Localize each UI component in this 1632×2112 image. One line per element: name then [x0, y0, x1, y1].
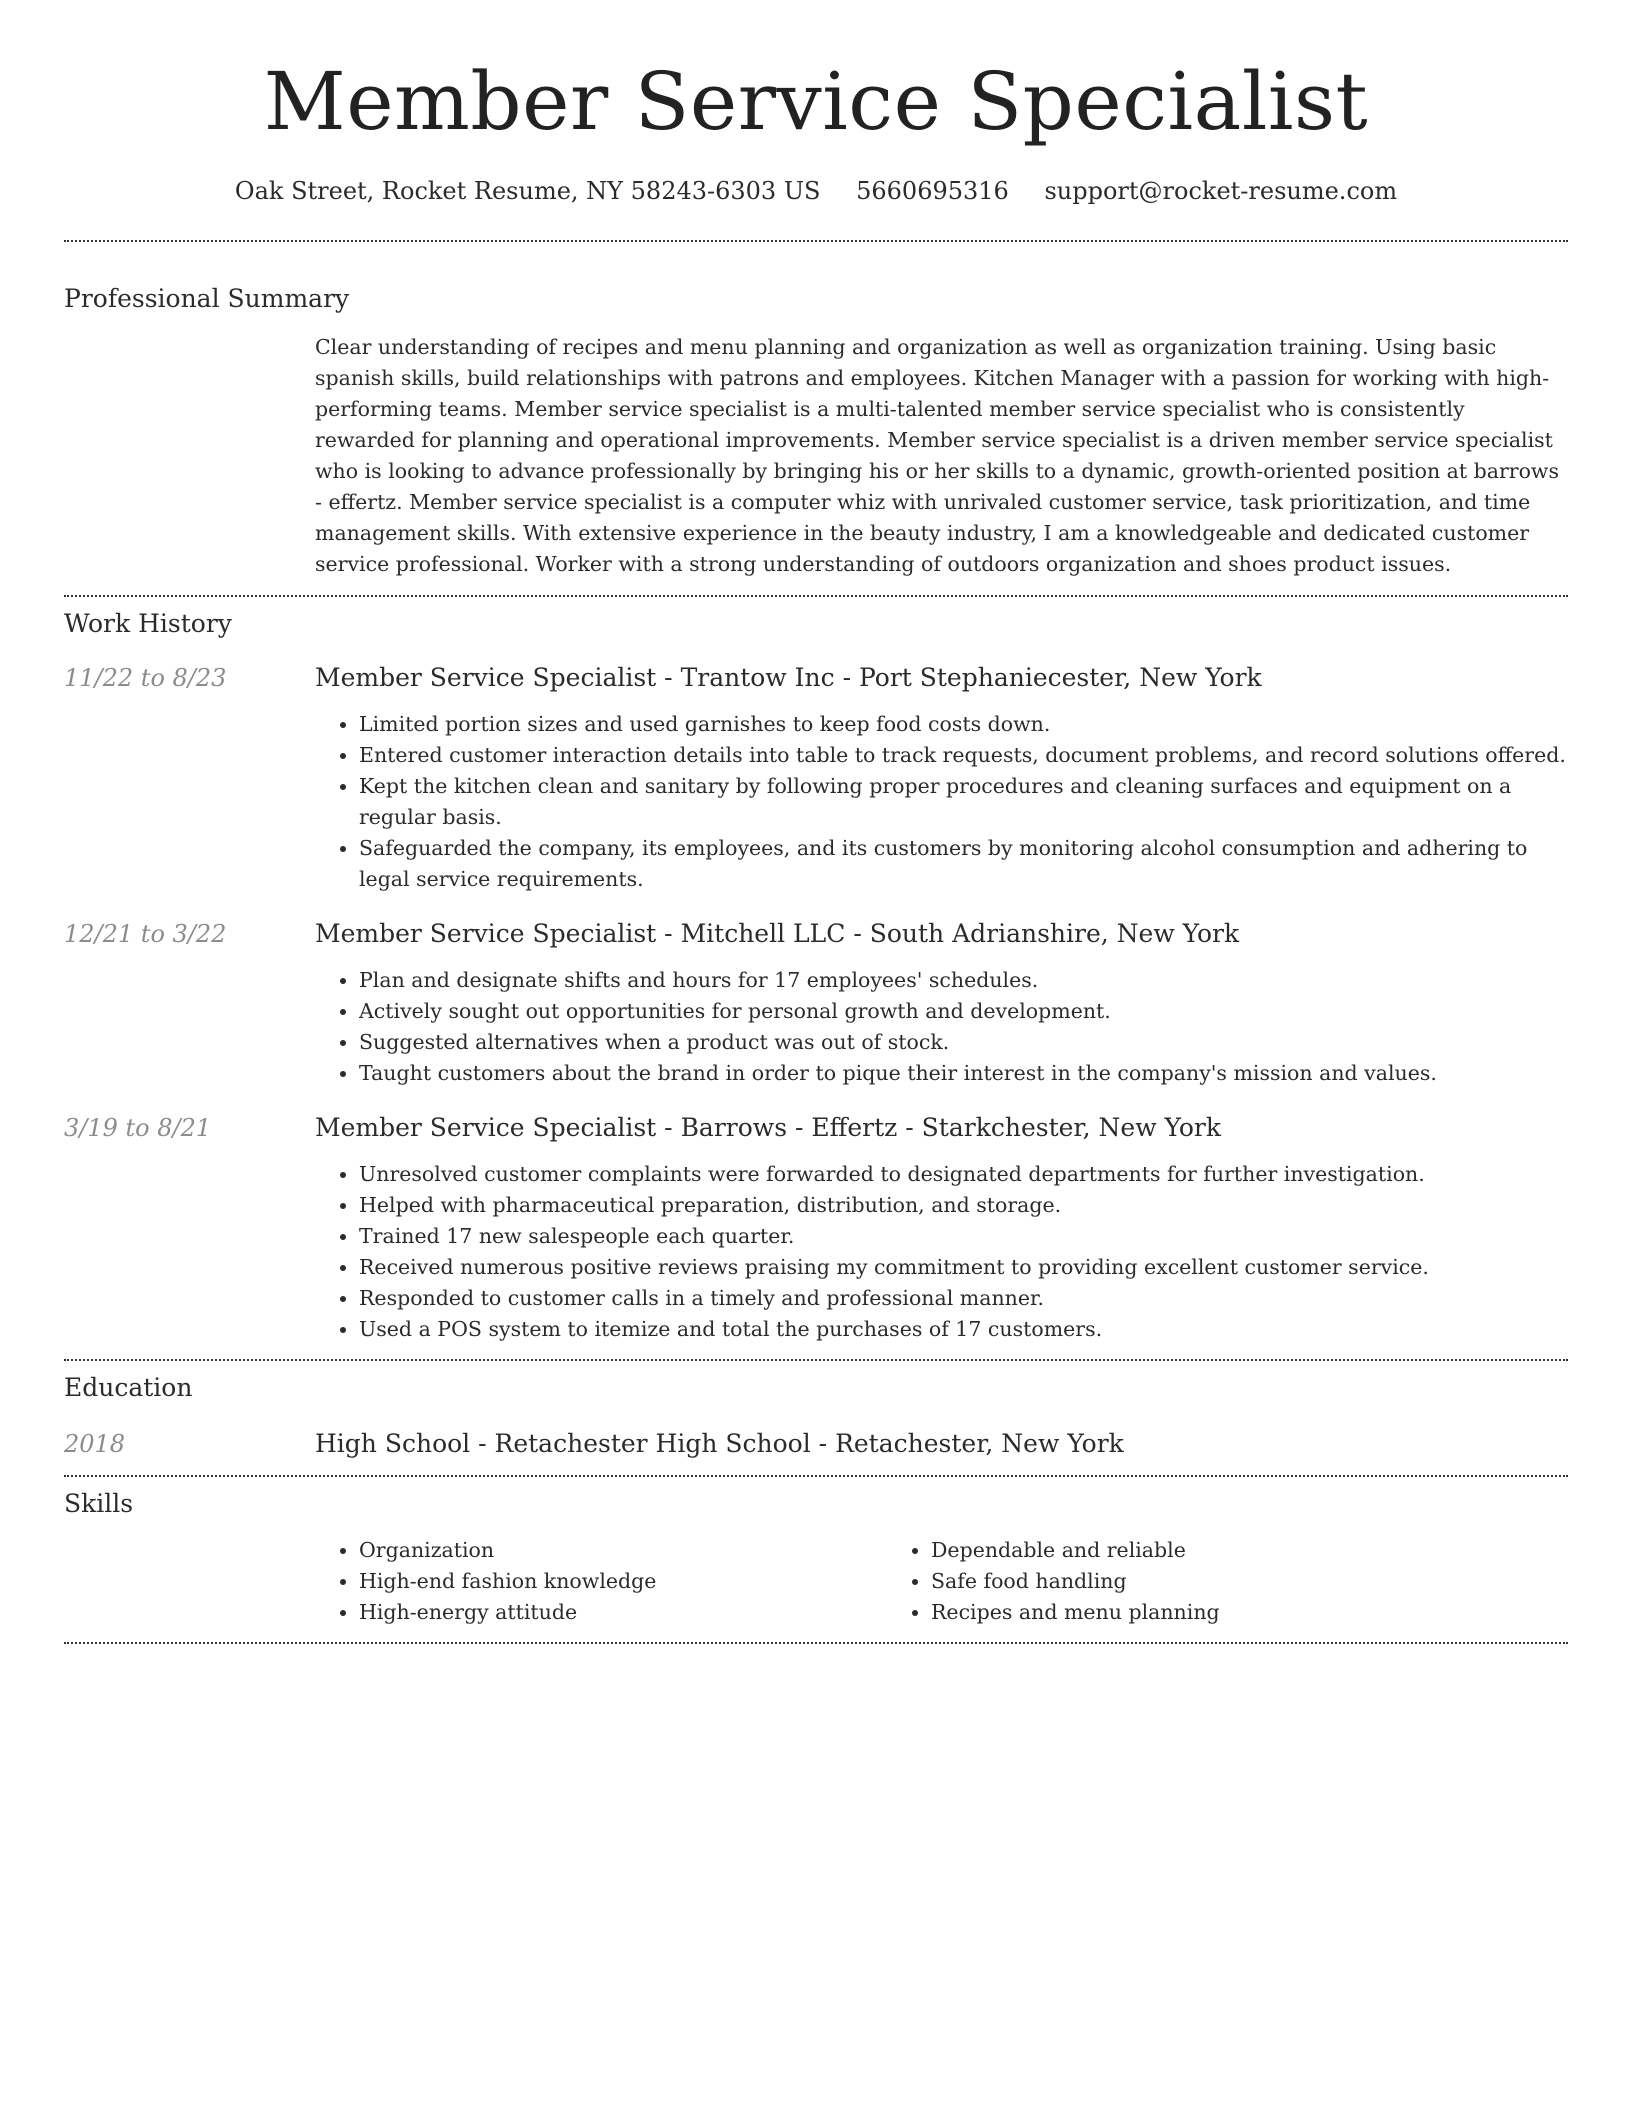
list-item: • Plan and designate shifts and hours for 17 employees' schedules.: [359, 965, 1568, 996]
contact-phone: 5660695316: [856, 177, 1009, 205]
list-item: • Trained 17 new salespeople each quarter.: [359, 1221, 1568, 1252]
job-entry: [64, 1111, 1568, 1345]
job-date: 12/21 to 3/22: [64, 920, 227, 948]
skills-columns: [315, 1535, 1568, 1642]
work-history-heading: Work History: [64, 609, 232, 638]
list-item: • Organization: [359, 1535, 887, 1566]
list-item: • Helped with pharmaceutical preparation, distribution, and storage.: [359, 1190, 1568, 1221]
list-item: • Taught customers about the brand in order to pique their interest in the company's mission and values.: [359, 1058, 1568, 1089]
list-item: • Dependable and reliable: [931, 1535, 1459, 1566]
summary-section: [64, 282, 1568, 595]
contact-address: Oak Street, Rocket Resume, NY 58243-6303 US: [234, 177, 821, 205]
skills-section: [64, 1487, 1568, 1642]
job-bullets: [315, 1159, 1568, 1345]
list-item: • Suggested alternatives when a product was out of stock.: [359, 1027, 1568, 1058]
list-item: • Responded to customer calls in a timely and professional manner.: [359, 1283, 1568, 1314]
education-date: 2018: [64, 1430, 126, 1458]
job-body: [315, 1111, 1568, 1345]
list-item: • Actively sought out opportunities for personal growth and development.: [359, 996, 1568, 1027]
divider: [64, 1642, 1568, 1644]
job-bullets: [315, 709, 1568, 895]
job-date: 3/19 to 8/21: [64, 1114, 212, 1142]
divider: [64, 1475, 1568, 1477]
job-bullets: [315, 965, 1568, 1089]
education-entry: [64, 1427, 1568, 1475]
contact-line: [64, 174, 1568, 208]
education-section: [64, 1371, 1568, 1475]
list-item: • Kept the kitchen clean and sanitary by following proper procedures and cleaning surfaces and equipment on a regular basis.: [359, 771, 1568, 833]
list-item: • Recipes and menu planning: [931, 1597, 1459, 1628]
education-heading: Education: [64, 1373, 193, 1402]
work-history-section: [64, 607, 1568, 1359]
list-item: • Unresolved customer complaints were forwarded to designated departments for further investigation.: [359, 1159, 1568, 1190]
job-body: [315, 917, 1568, 1089]
education-title: High School - Retachester High School - Retachester, New York: [315, 1429, 1124, 1458]
divider: [64, 1359, 1568, 1361]
job-title: Member Service Specialist - Barrows - Effertz - Starkchester, New York: [315, 1113, 1222, 1142]
summary-heading: Professional Summary: [64, 284, 350, 313]
list-item: • High-energy attitude: [359, 1597, 887, 1628]
divider: [64, 240, 1568, 242]
list-item: • Limited portion sizes and used garnishes to keep food costs down.: [359, 709, 1568, 740]
job-body: [315, 661, 1568, 895]
summary-text: Clear understanding of recipes and menu planning and organization as well as organization training. Using basic spanish skills, build relationships with patrons and employees. Kitchen Manager with a passion for working with high-performing teams. Member service specialist is a multi-talented member service specialist who is consistently rewarded for planning and operational improvements. Member service specialist is a driven member service specialist who is looking to advance professionally by bringing his or her skills to a dynamic, growth-oriented position at barrows - effertz. Member service specialist is a computer whiz with unrivaled customer service, task prioritization, and time management skills. With extensive experience in the beauty industry, I am a knowledgeable and dedicated customer service professional. Worker with a strong understanding of outdoors organization and shoes product issues.: [315, 335, 1559, 576]
list-item: • Safe food handling: [931, 1566, 1459, 1597]
list-item: • Entered customer interaction details into table to track requests, document problems, and record solutions offered.: [359, 740, 1568, 771]
job-entry: [64, 661, 1568, 895]
skills-list-left: [315, 1535, 887, 1628]
list-item: • Safeguarded the company, its employees, and its customers by monitoring alcohol consumption and adhering to legal service requirements.: [359, 833, 1568, 895]
skills-list-right: [887, 1535, 1459, 1628]
resume-name: Member Service Specialist: [263, 55, 1369, 148]
contact-email: support@rocket-resume.com: [1044, 177, 1398, 205]
list-item: • High-end fashion knowledge: [359, 1566, 887, 1597]
list-item: • Used a POS system to itemize and total the purchases of 17 customers.: [359, 1314, 1568, 1345]
list-item: • Received numerous positive reviews praising my commitment to providing excellent customer service.: [359, 1252, 1568, 1283]
job-date: 11/22 to 8/23: [64, 664, 227, 692]
job-title: Member Service Specialist - Mitchell LLC - South Adrianshire, New York: [315, 919, 1240, 948]
skills-heading: Skills: [64, 1489, 134, 1518]
divider: [64, 595, 1568, 597]
job-entry: [64, 917, 1568, 1089]
job-title: Member Service Specialist - Trantow Inc - Port Stephaniecester, New York: [315, 663, 1262, 692]
